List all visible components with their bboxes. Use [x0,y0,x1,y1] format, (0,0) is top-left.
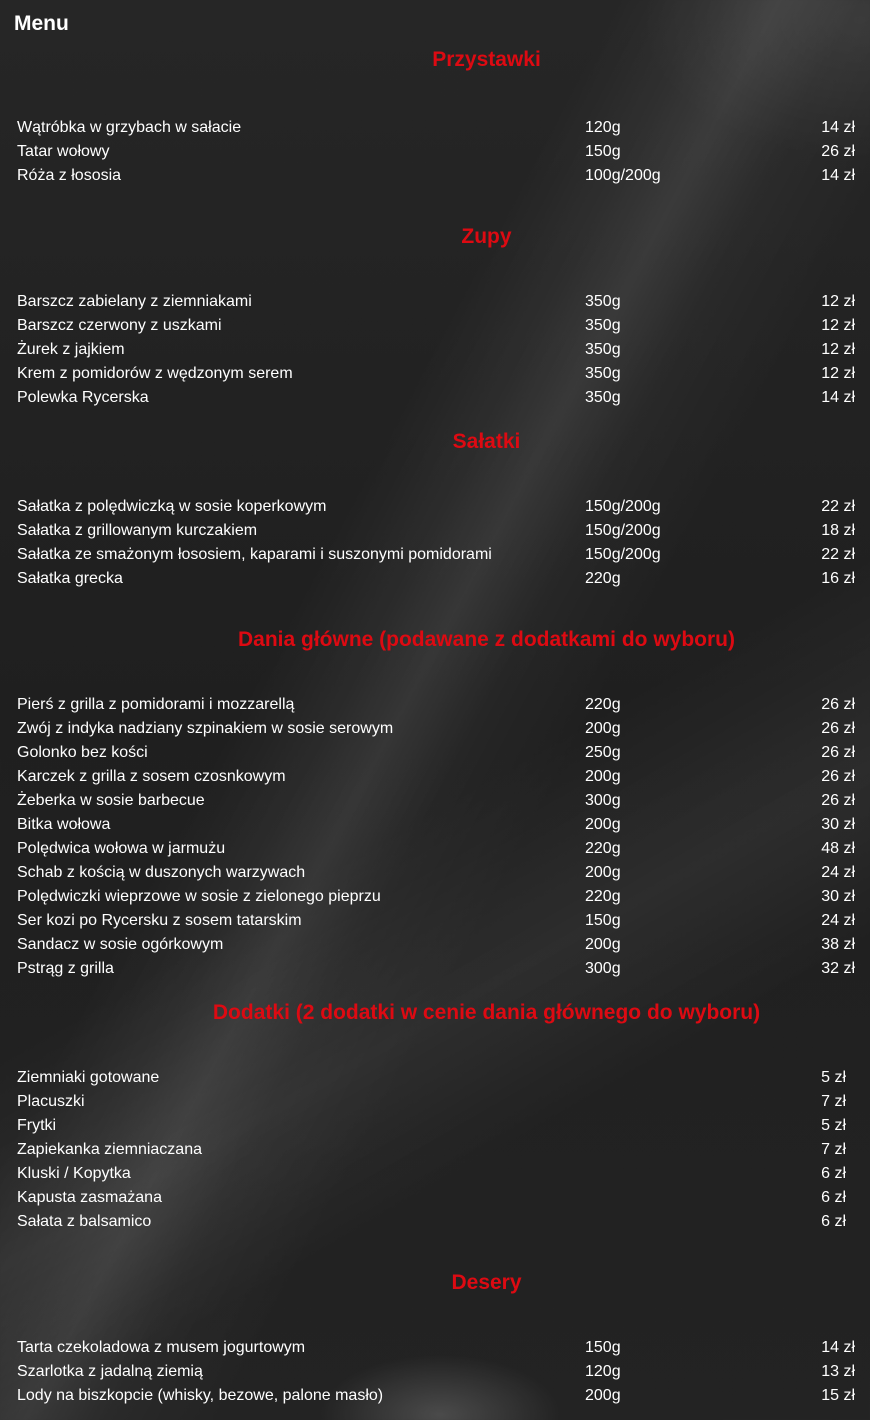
item-name: Żurek z jajkiem [17,341,125,358]
item-price: 6 zł [821,1189,846,1206]
item-price: 14 zł [821,1339,855,1356]
item-name: Sałata z balsamico [17,1213,152,1230]
item-weight: 150g/200g [585,522,661,539]
item-price: 22 zł [821,546,855,563]
menu-item [0,116,870,140]
item-price: 6 zł [821,1213,846,1230]
item-name: Sandacz w sosie ogórkowym [17,936,224,953]
menu-item [0,933,870,957]
menu-item [0,314,870,338]
item-name: Kluski / Kopytka [17,1165,131,1182]
item-name: Tarta czekoladowa z musem jogurtowym [17,1339,306,1356]
item-price: 48 zł [821,840,855,857]
menu-item [0,789,870,813]
item-price: 5 zł [821,1117,846,1134]
item-weight: 350g [585,341,621,358]
item-price: 14 zł [821,389,855,406]
item-weight: 200g [585,864,621,881]
item-weight: 120g [585,119,621,136]
item-name: Ser kozi po Rycersku z sosem tatarskim [17,912,302,929]
item-price: 12 zł [821,365,855,382]
menu-item [0,813,870,837]
menu-item [0,957,870,981]
section-list-dodatki [0,1066,870,1234]
menu-item [0,1186,870,1210]
item-weight: 100g/200g [585,167,661,184]
item-weight: 300g [585,960,621,977]
menu-item [0,885,870,909]
menu-item [0,140,870,164]
menu-item [0,362,870,386]
item-weight: 250g [585,744,621,761]
item-name: Bitka wołowa [17,816,111,833]
menu-item [0,386,870,410]
item-name: Polędwiczki wieprzowe w sosie z zielonego pieprzu [17,888,381,905]
item-name: Wątróbka w grzybach w sałacie [17,119,242,136]
page-title: Menu [14,12,69,35]
item-name: Lody na biszkopcie (whisky, bezowe, palone masło) [17,1387,384,1404]
item-weight: 150g [585,1339,621,1356]
menu-item [0,861,870,885]
item-price: 26 zł [821,696,855,713]
section-list-zupy [0,290,870,410]
item-weight: 150g [585,143,621,160]
item-price: 16 zł [821,570,855,587]
item-price: 12 zł [821,341,855,358]
item-price: 22 zł [821,498,855,515]
item-name: Polewka Rycerska [17,389,149,406]
menu-item [0,837,870,861]
item-weight: 220g [585,888,621,905]
item-name: Sałatka z grillowanym kurczakiem [17,522,258,539]
item-price: 18 zł [821,522,855,539]
menu-item [0,164,870,188]
item-name: Barszcz czerwony z uszkami [17,317,222,334]
menu-item [0,567,870,591]
item-weight: 150g/200g [585,546,661,563]
item-weight: 200g [585,816,621,833]
item-name: Polędwica wołowa w jarmużu [17,840,226,857]
item-name: Karczek z grilla z sosem czosnkowym [17,768,286,785]
item-name: Sałatka grecka [17,570,123,587]
item-weight: 300g [585,792,621,809]
menu-item [0,1114,870,1138]
item-name: Zwój z indyka nadziany szpinakiem w sosie serowym [17,720,394,737]
item-weight: 350g [585,293,621,310]
item-weight: 200g [585,936,621,953]
section-list-przystawki [0,116,870,188]
menu-item [0,909,870,933]
item-weight: 220g [585,570,621,587]
item-name: Schab z kością w duszonych warzywach [17,864,306,881]
section-list-desery [0,1336,870,1408]
item-name: Sałatka z polędwiczką w sosie koperkowym [17,498,327,515]
item-name: Barszcz zabielany z ziemniakami [17,293,252,310]
item-price: 32 zł [821,960,855,977]
section-heading-dodatki: Dodatki (2 dodatki w cenie dania głównego do wyboru) [212,1001,761,1024]
item-weight: 220g [585,696,621,713]
menu-item [0,1066,870,1090]
item-name: Tatar wołowy [17,143,110,160]
menu-item [0,1336,870,1360]
menu-item [0,1384,870,1408]
item-price: 12 zł [821,317,855,334]
section-list-dania-glowne [0,693,870,981]
menu-item [0,741,870,765]
item-weight: 120g [585,1363,621,1380]
item-name: Szarlotka z jadalną ziemią [17,1363,203,1380]
menu-item [0,1090,870,1114]
item-name: Sałatka ze smażonym łososiem, kaparami i suszonymi pomidorami [17,546,492,563]
menu-item [0,693,870,717]
item-weight: 150g [585,912,621,929]
item-price: 26 zł [821,720,855,737]
item-name: Frytki [17,1117,57,1134]
item-price: 24 zł [821,864,855,881]
menu-item [0,1162,870,1186]
item-price: 24 zł [821,912,855,929]
item-name: Kapusta zasmażana [17,1189,162,1206]
menu-item [0,543,870,567]
item-price: 30 zł [821,816,855,833]
item-price: 38 zł [821,936,855,953]
item-name: Pierś z grilla z pomidorami i mozzarellą [17,696,295,713]
item-name: Żeberka w sosie barbecue [17,792,205,809]
item-price: 26 zł [821,143,855,160]
menu-item [0,717,870,741]
menu-item [0,519,870,543]
item-weight: 200g [585,768,621,785]
item-name: Róża z łososia [17,167,122,184]
item-price: 12 zł [821,293,855,310]
menu-item [0,290,870,314]
menu-item [0,1210,870,1234]
item-price: 26 zł [821,744,855,761]
item-price: 26 zł [821,768,855,785]
item-name: Krem z pomidorów z wędzonym serem [17,365,293,382]
item-name: Pstrąg z grilla [17,960,114,977]
item-name: Zapiekanka ziemniaczana [17,1141,202,1158]
menu-item [0,1138,870,1162]
section-heading-przystawki: Przystawki [432,48,541,71]
item-weight: 350g [585,365,621,382]
item-weight: 350g [585,389,621,406]
item-weight: 150g/200g [585,498,661,515]
item-weight: 200g [585,1387,621,1404]
item-price: 26 zł [821,792,855,809]
item-price: 30 zł [821,888,855,905]
item-name: Ziemniaki gotowane [17,1069,160,1086]
menu-item [0,495,870,519]
item-price: 7 zł [821,1141,846,1158]
section-heading-dania-glowne: Dania główne (podawane z dodatkami do wyboru) [237,628,736,651]
item-price: 7 zł [821,1093,846,1110]
section-heading-zupy: Zupy [461,225,512,248]
item-weight: 350g [585,317,621,334]
item-price: 14 zł [821,119,855,136]
menu-item [0,1360,870,1384]
item-price: 5 zł [821,1069,846,1086]
menu-item [0,765,870,789]
menu-item [0,338,870,362]
item-name: Placuszki [17,1093,85,1110]
item-price: 15 zł [821,1387,855,1404]
item-price: 14 zł [821,167,855,184]
item-weight: 220g [585,840,621,857]
section-list-salatki [0,495,870,591]
section-heading-salatki: Sałatki [452,430,521,453]
item-price: 6 zł [821,1165,846,1182]
section-heading-desery: Desery [451,1271,522,1294]
item-weight: 200g [585,720,621,737]
item-name: Golonko bez kości [17,744,148,761]
item-price: 13 zł [821,1363,855,1380]
